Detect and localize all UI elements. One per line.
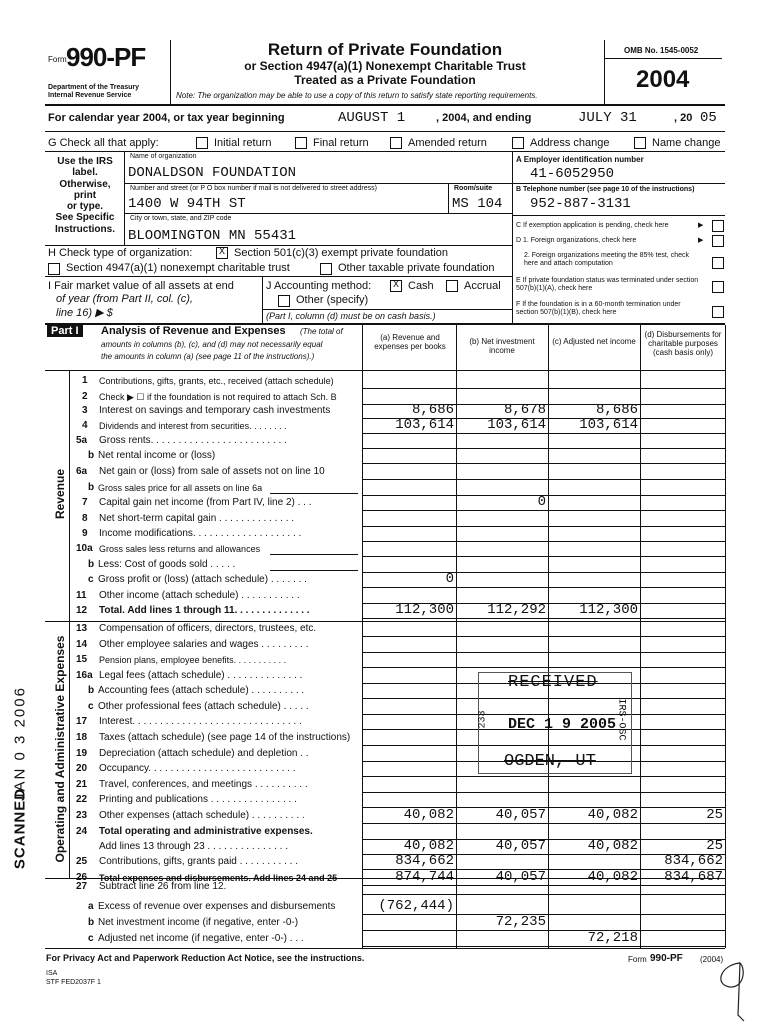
line-number: 26: [76, 872, 88, 883]
amount-col-a: 0: [445, 571, 454, 587]
row-divider: [362, 463, 725, 464]
row-divider: [362, 894, 725, 895]
part1-desc3: the amounts in column (a) (see page 11 of the instructions).): [101, 352, 315, 361]
accrual-label: Accrual: [464, 280, 501, 292]
line-number: b: [88, 917, 95, 928]
h-opt2-label: Section 4947(a)(1) nonexempt charitable trust: [66, 262, 290, 274]
footer-form-label: Form: [628, 955, 647, 964]
revenue-label: Revenue: [53, 468, 67, 520]
row-divider: [362, 448, 725, 449]
col-c-header: (c) Adjusted net income: [552, 337, 636, 346]
line-number: 14: [76, 639, 88, 650]
amended-return-checkbox[interactable]: [390, 137, 402, 149]
line-description: Net short-term capital gain . . . . . . . . . . . . . .: [99, 513, 295, 524]
final-return-label: Final return: [313, 137, 369, 149]
col-b-header: (b) Net investment income: [469, 337, 535, 355]
tax-year: 2004: [636, 66, 690, 93]
initial-return-checkbox[interactable]: [196, 137, 208, 149]
amount-col-a: 8,686: [411, 402, 454, 418]
e-checkbox[interactable]: [712, 281, 724, 293]
line-number: 7: [82, 497, 88, 508]
line-description: Contributions, gifts, grants paid . . . . . . . . . . .: [99, 856, 298, 867]
d2-checkbox[interactable]: [712, 257, 724, 269]
row-divider: [362, 930, 725, 931]
c-label: C If exemption application is pending, check here: [516, 222, 669, 229]
form-note: Note: The organization may be able to use a copy of this return to satisfy state reporting requirements.: [176, 91, 538, 100]
amount-col-b: 72,235: [495, 914, 546, 930]
org-name-label: Name of organization: [130, 153, 197, 160]
stamp-received: RECEIVED: [508, 673, 598, 692]
tax-year-end-yr: 05: [700, 110, 717, 126]
row-divider: [362, 388, 725, 389]
line-number: 6a: [76, 466, 88, 477]
row-divider: [362, 479, 725, 480]
amount-col-a: 103,614: [395, 417, 454, 433]
line-number: 24: [76, 826, 88, 837]
other-method-label: Other (specify): [296, 294, 369, 306]
line-description: Income modifications. . . . . . . . . . . . . . . . . . . .: [99, 528, 302, 539]
line-description: Pension plans, employee benefits. . . . . . . . . . .: [99, 655, 287, 665]
amount-col-c: 112,300: [579, 602, 638, 618]
line-number: 9: [82, 528, 88, 539]
f-label: F If the foundation is in a 60-month termination under section 507(b)(1)(B), check here: [516, 301, 681, 316]
scanned-date: JAN 0 3 2006: [11, 686, 29, 801]
line-description: Net gain or (loss) from sale of assets not on line 10: [99, 466, 325, 477]
line-number: 25: [76, 856, 88, 867]
amount-col-a: 834,662: [395, 853, 454, 869]
stamp-code: IRS-OSC: [615, 698, 627, 741]
form-subtitle-1: or Section 4947(a)(1) Nonexempt Charitable Trust: [244, 59, 526, 73]
part1-tag: Part I: [47, 325, 83, 337]
line-number: 1: [82, 375, 88, 386]
line-description: Gross sales price for all assets on line 6a: [98, 483, 263, 493]
irs-label: Internal Revenue Service: [48, 92, 132, 99]
cash-label: Cash: [408, 280, 434, 292]
line-number: 16a: [76, 670, 93, 681]
amount-col-c: 8,686: [595, 402, 638, 418]
org-name: DONALDSON FOUNDATION: [128, 165, 297, 181]
handwritten-mark: [700, 955, 760, 1025]
cash-checkbox[interactable]: X: [390, 280, 402, 292]
amount-col-a: (762,444): [378, 898, 454, 914]
line-description: Legal fees (attach schedule) . . . . . . . . . . . . . .: [99, 670, 303, 681]
amount-col-b: 40,057: [495, 869, 546, 885]
line-description: Gross rents. . . . . . . . . . . . . . . . . . . . . . . . .: [99, 435, 287, 446]
j-label: J Accounting method:: [266, 280, 372, 292]
amount-col-a: 40,082: [403, 838, 454, 854]
line-description: Gross sales less returns and allowances: [99, 544, 261, 554]
amount-col-a: 112,300: [395, 602, 454, 618]
line-description: Occupancy. . . . . . . . . . . . . . . . . . . . . . . . . . .: [99, 763, 296, 774]
line-number: 10a: [76, 543, 93, 554]
expenses-label: Operating and Administrative Expenses: [53, 635, 67, 863]
line-number: b: [88, 482, 95, 493]
form-label: Form: [48, 55, 67, 64]
omb-number: OMB No. 1545-0052: [624, 46, 699, 55]
street-label: Number and street (or P O box number if mail is not delivered to street address): [130, 185, 377, 192]
city-label: City or town, state, and ZIP code: [130, 215, 232, 222]
name-change-checkbox[interactable]: [634, 137, 646, 149]
d1-checkbox[interactable]: [712, 235, 724, 247]
line-number: 4: [82, 420, 88, 431]
room-label: Room/suite: [454, 185, 493, 192]
line-description: Subtract line 26 from line 12.: [99, 881, 227, 892]
line-number: 22: [76, 794, 88, 805]
tax-year-end: JULY 31: [578, 110, 637, 126]
amount-col-c: 40,082: [587, 869, 638, 885]
amount-col-b: 40,057: [495, 807, 546, 823]
line-number: 5a: [76, 435, 88, 446]
row-divider: [362, 587, 725, 588]
check-all-label: G Check all that apply:: [48, 137, 159, 149]
c-checkbox[interactable]: [712, 220, 724, 232]
ein-value: 41-6052950: [530, 166, 615, 182]
amount-col-b: 103,614: [487, 417, 546, 433]
line-number: 2: [82, 391, 88, 402]
line-description: Other expenses (attach schedule) . . . . . . . . . .: [99, 810, 305, 821]
amount-col-b: 112,292: [487, 602, 546, 618]
amended-return-label: Amended return: [408, 137, 487, 149]
line-number: 23: [76, 810, 88, 821]
d1-label: D 1. Foreign organizations, check here: [516, 237, 637, 244]
row-divider: [362, 526, 725, 527]
line-number: 18: [76, 732, 88, 743]
tax-year-begin: AUGUST 1: [338, 110, 406, 126]
line-description: Check ▶ ☐ if the foundation is not required to attach Sch. B: [99, 392, 337, 402]
inline-entry-line: [270, 554, 358, 555]
footer-form-number: 990-PF: [650, 953, 683, 964]
part1-desc1: (The total of: [300, 327, 343, 336]
line-number: 3: [82, 405, 88, 416]
h-opt3-label: Other taxable private foundation: [338, 262, 495, 274]
inline-entry-line: [270, 493, 358, 494]
address-change-label: Address change: [530, 137, 610, 149]
line-description: Total. Add lines 1 through 11. . . . . . . . . . . . . .: [99, 605, 310, 616]
row-divider: [362, 823, 725, 824]
accrual-checkbox[interactable]: [446, 280, 458, 292]
footer-year: (2004): [700, 955, 724, 964]
calendar-yr-label: , 20: [674, 112, 693, 124]
line-description: Compensation of officers, directors, trustees, etc.: [99, 623, 317, 634]
row-divider: [362, 618, 725, 619]
line-description: Adjusted net income (if negative, enter -0-) . . .: [98, 933, 304, 944]
e-label: E If private foundation status was terminated under section 507(b)(1)(A), check here: [516, 277, 699, 292]
line-description: Accounting fees (attach schedule) . . . . . . . . . .: [98, 685, 305, 696]
line-number: 27: [76, 881, 88, 892]
line-number: b: [88, 559, 95, 570]
i-line1: I Fair market value of all assets at end: [48, 280, 234, 292]
line-description: Dividends and interest from securities. . . . . . . .: [99, 421, 287, 431]
h-501c3-checkbox[interactable]: X: [216, 247, 228, 259]
privacy-notice: For Privacy Act and Paperwork Reduction Act Notice, see the instructions.: [46, 953, 365, 963]
form-subtitle-2: Treated as a Private Foundation: [294, 73, 476, 87]
stamp-num: 233: [477, 710, 489, 729]
part1-title: Analysis of Revenue and Expenses: [101, 325, 286, 337]
phone-value: 952-887-3131: [530, 196, 631, 212]
amount-col-a: 874,744: [395, 869, 454, 885]
amount-col-d: 25: [706, 807, 723, 823]
amount-col-c: 40,082: [587, 807, 638, 823]
line-description: Total operating and administrative expenses.: [99, 826, 313, 837]
line-number: 11: [76, 590, 87, 601]
h-4947-checkbox[interactable]: [48, 263, 60, 275]
line-number: b: [88, 685, 95, 696]
row-divider: [362, 885, 725, 886]
room-suite: MS 104: [452, 196, 503, 212]
part1-desc2: amounts in columns (b), (c), and (d) may not necessarily equal: [101, 340, 323, 349]
line-number: a: [88, 901, 94, 912]
amount-col-c: 72,218: [587, 930, 638, 946]
amount-col-d: 834,687: [664, 869, 723, 885]
address-change-checkbox[interactable]: [512, 137, 524, 149]
d2-label: 2. Foreign organizations meeting the 85% test, check here and attach computation: [524, 252, 689, 267]
j-note: (Part I, column (d) must be on cash basis.): [266, 311, 436, 321]
line-number: 8: [82, 513, 88, 524]
line-number: 19: [76, 748, 88, 759]
row-divider: [362, 510, 725, 511]
line-description: Interest. . . . . . . . . . . . . . . . . . . . . . . . . . . . . . .: [99, 716, 302, 727]
line-number: 13: [76, 623, 88, 634]
h-other-checkbox[interactable]: [320, 263, 332, 275]
line-description: Less: Cost of goods sold . . . . .: [98, 559, 236, 570]
phone-label: B Telephone number (see page 10 of the instructions): [516, 186, 695, 193]
scanned-stamp: SCANNED: [11, 787, 29, 870]
line-number: b: [88, 450, 95, 461]
calendar-mid: , 2004, and ending: [436, 112, 532, 124]
amount-col-b: 40,057: [495, 838, 546, 854]
use-irs-label: Use the IRS label. Otherwise, print or type. See Specific Instructions.: [54, 156, 115, 235]
i-line2: of year (from Part II, col. (c),: [56, 293, 193, 305]
line-description: Gross profit or (loss) (attach schedule) . . . . . . .: [98, 574, 307, 585]
row-divider: [362, 667, 725, 668]
line-description: Net investment income (if negative, enter -0-): [98, 917, 299, 928]
col-d-header: (d) Disbursements for charitable purposes (cash basis only): [644, 330, 722, 357]
calendar-label: For calendar year 2004, or tax year beginning: [48, 112, 285, 124]
initial-return-label: Initial return: [214, 137, 272, 149]
line-description: Net rental income or (loss): [98, 450, 216, 461]
h-opt1-label: Section 501(c)(3) exempt private foundation: [234, 247, 449, 259]
f-checkbox[interactable]: [712, 306, 724, 318]
line-description: Printing and publications . . . . . . . . . . . . . . . .: [99, 794, 297, 805]
amount-col-b: 8,678: [503, 402, 546, 418]
line-description: Add lines 13 through 23 . . . . . . . . . . . . . . .: [99, 841, 288, 852]
line-description: Total expenses and disbursements. Add lines 24 and 25: [99, 873, 338, 883]
line-description: Other employee salaries and wages . . . . . . . . .: [99, 639, 309, 650]
amount-col-a: 40,082: [403, 807, 454, 823]
line-number: 12: [76, 605, 88, 616]
h-label: H Check type of organization:: [48, 247, 193, 259]
row-divider: [362, 541, 725, 542]
i-line3: line 16) ▶ $: [56, 307, 113, 319]
ein-label: A Employer identification number: [516, 155, 644, 164]
col-a-header: (a) Revenue and expenses per books: [374, 333, 446, 351]
line-number: c: [88, 701, 94, 712]
line-description: Depreciation (attach schedule) and depletion . .: [99, 748, 309, 759]
form-number: 990-PF: [66, 42, 146, 72]
row-divider: [362, 556, 725, 557]
row-divider: [362, 572, 725, 573]
amount-col-d: 834,662: [664, 853, 723, 869]
line-description: Excess of revenue over expenses and disbursements: [98, 901, 336, 912]
row-divider: [362, 776, 725, 777]
row-divider: [362, 946, 725, 947]
stf-label: STF FED2037F 1: [46, 979, 101, 986]
form-title: Return of Private Foundation: [267, 40, 503, 59]
amount-col-d: 25: [706, 838, 723, 854]
stamp-date: DEC 1 9 2005: [508, 716, 617, 733]
line-description: Capital gain net income (from Part IV, line 2) . . .: [99, 497, 312, 508]
line-number: 17: [76, 716, 88, 727]
line-number: 20: [76, 763, 88, 774]
line-number: c: [88, 574, 94, 585]
isa-label: ISA: [46, 970, 58, 977]
row-divider: [362, 433, 725, 434]
amount-col-b: 0: [537, 494, 546, 510]
dept-label: Department of the Treasury: [48, 84, 140, 91]
amount-col-c: 40,082: [587, 838, 638, 854]
inline-entry-line: [270, 570, 358, 571]
row-divider: [362, 636, 725, 637]
line-description: Other income (attach schedule) . . . . . . . . . . .: [99, 590, 300, 601]
line-description: Other professional fees (attach schedule) . . . . .: [98, 701, 309, 712]
line-number: 21: [76, 779, 88, 790]
row-divider: [362, 792, 725, 793]
line-description: Contributions, gifts, grants, etc., received (attach schedule): [99, 376, 334, 386]
line-number: c: [88, 933, 94, 944]
line-description: Travel, conferences, and meetings . . . . . . . . . .: [99, 779, 308, 790]
final-return-checkbox[interactable]: [295, 137, 307, 149]
city-state-zip: BLOOMINGTON MN 55431: [128, 228, 297, 244]
line-description: Taxes (attach schedule) (see page 14 of the instructions): [99, 732, 351, 743]
amount-col-c: 103,614: [579, 417, 638, 433]
stamp-city: OGDEN, UT: [504, 752, 596, 771]
street-address: 1400 W 94TH ST: [128, 196, 246, 212]
line-number: 15: [76, 654, 88, 665]
line-description: Interest on savings and temporary cash investments: [99, 405, 331, 416]
row-divider: [362, 652, 725, 653]
name-change-label: Name change: [652, 137, 721, 149]
other-method-checkbox[interactable]: [278, 295, 290, 307]
